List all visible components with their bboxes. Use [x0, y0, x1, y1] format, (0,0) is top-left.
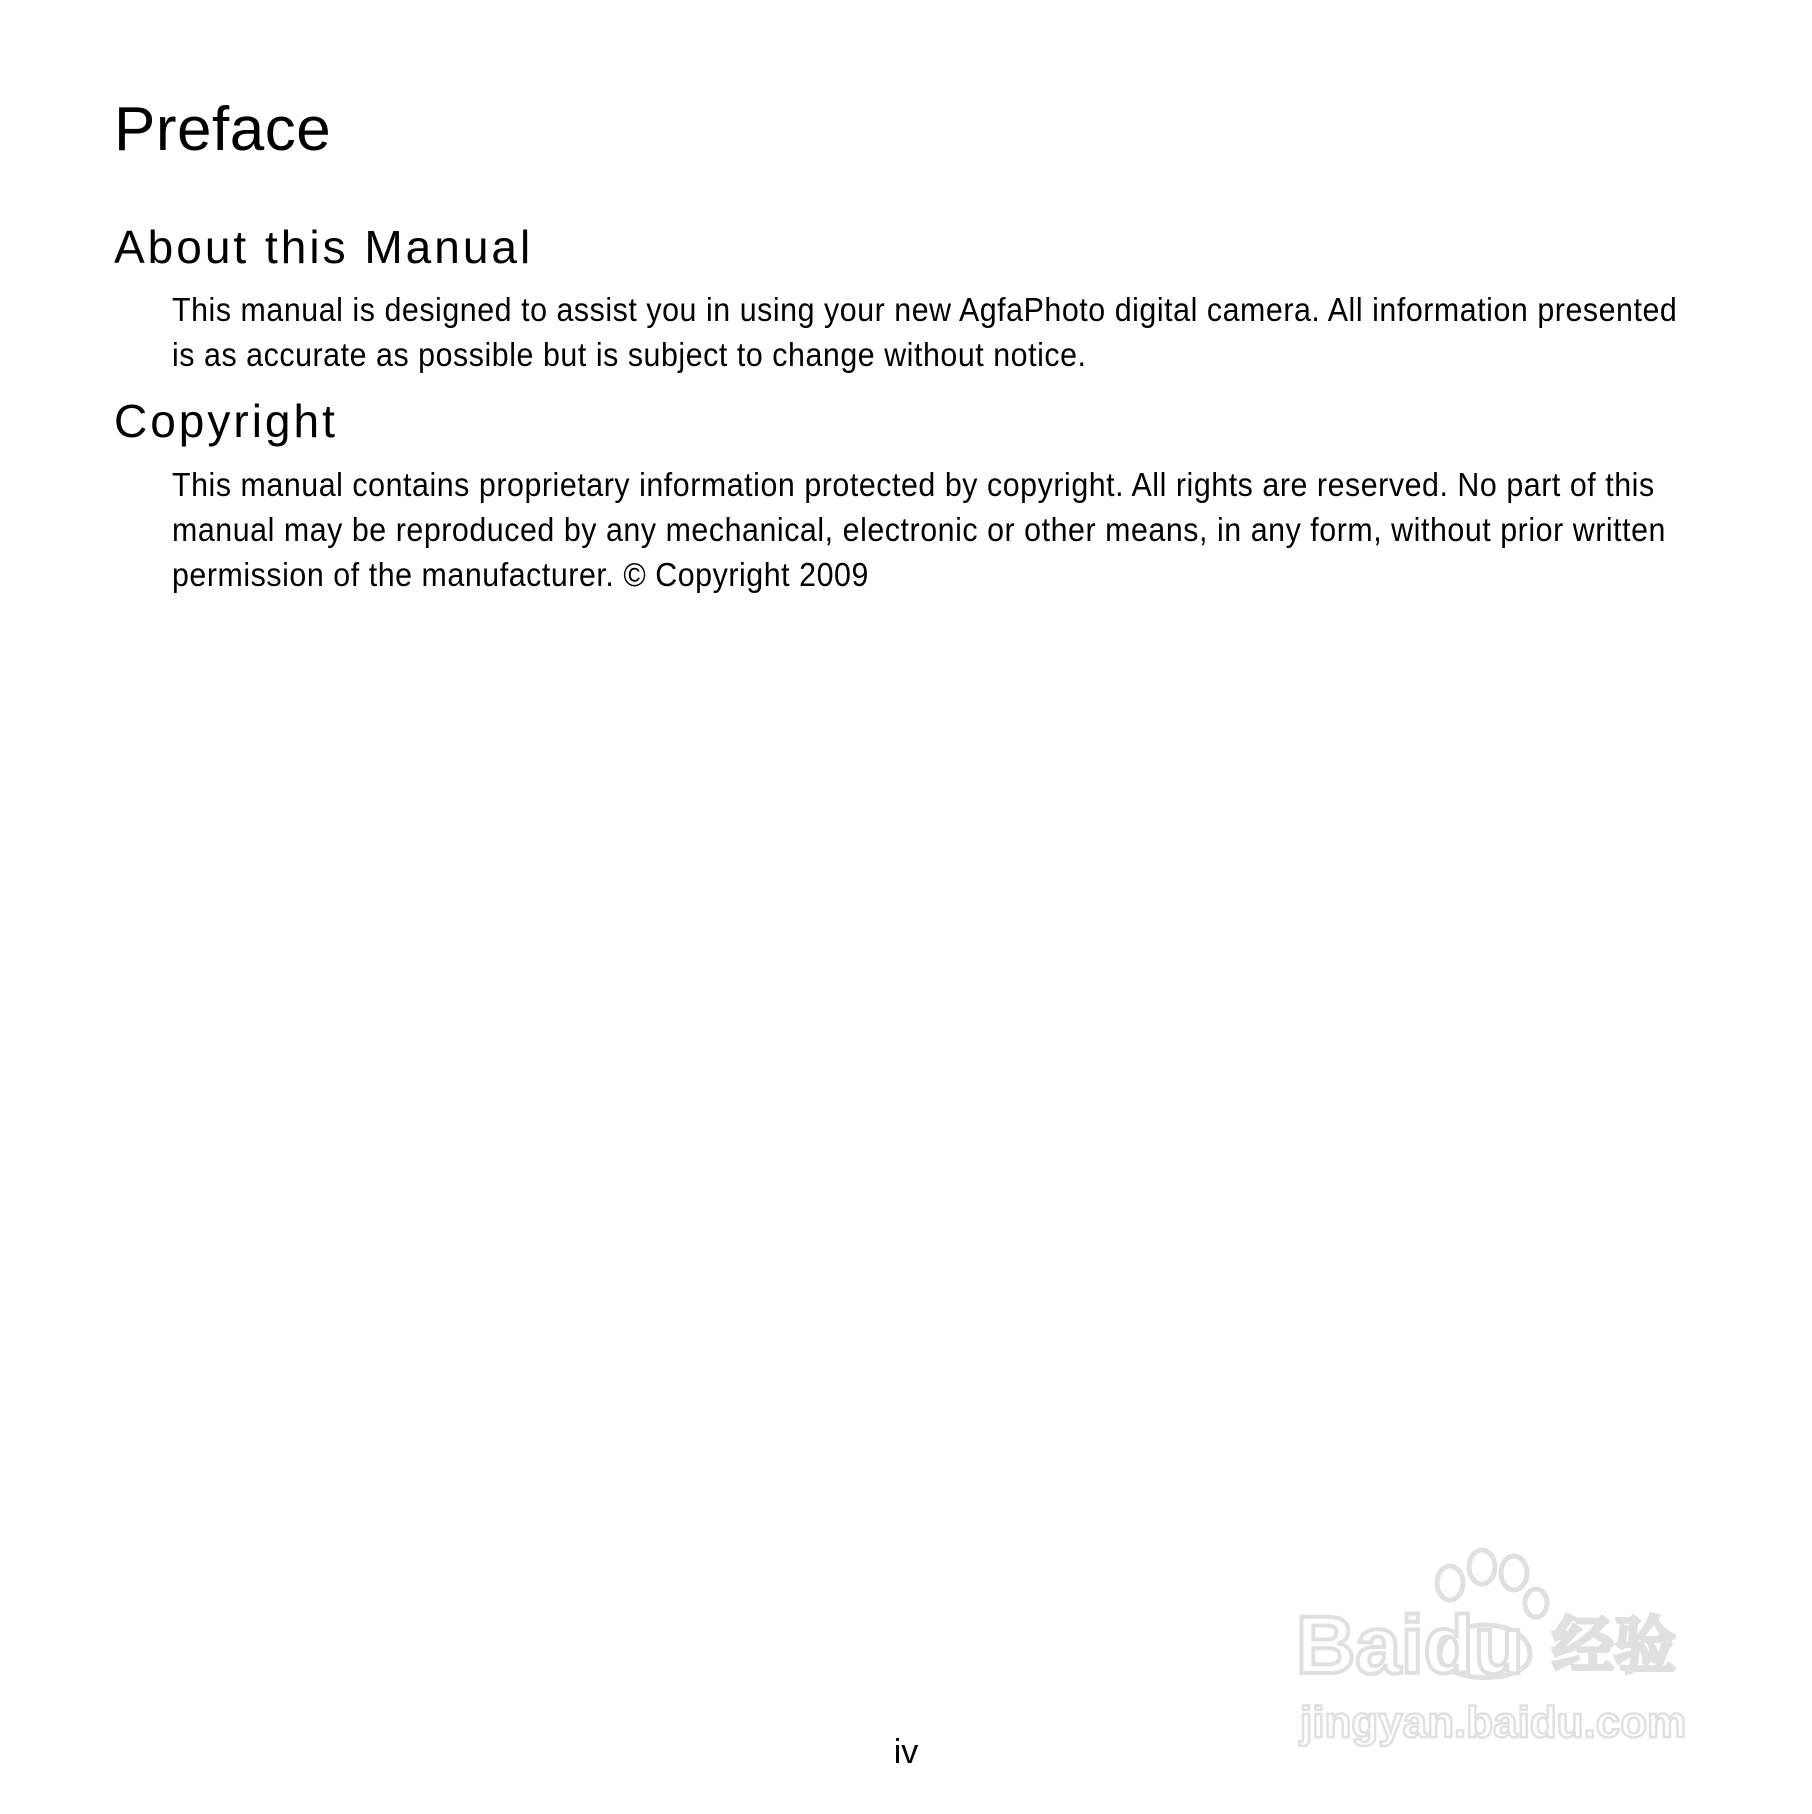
watermark-brand: Baidu — [1296, 1600, 1524, 1691]
page-title: Preface — [114, 95, 332, 164]
page-number: iv — [893, 1733, 919, 1771]
watermark-url: jingyan.baidu.com — [1300, 1698, 1687, 1747]
about-paragraph: This manual is designed to assist you in using your new AgfaPhoto digital camera. All information presented is as accurate as possible but is subject to change without notice. — [172, 291, 1678, 373]
baidu-watermark — [1290, 1545, 1730, 1750]
watermark-brand-cn: 经验 — [1552, 1609, 1677, 1682]
copyright-paragraph: This manual contains proprietary information protected by copyright. All rights are reserved. No part of this manual may be reproduced by any mechanical, electronic or other means, in any form, without prior written permission of the manufacturer. © Copyright 2009 — [172, 466, 1667, 593]
section-heading-copyright: Copyright — [114, 395, 338, 447]
section-heading-about: About this Manual — [114, 221, 534, 273]
